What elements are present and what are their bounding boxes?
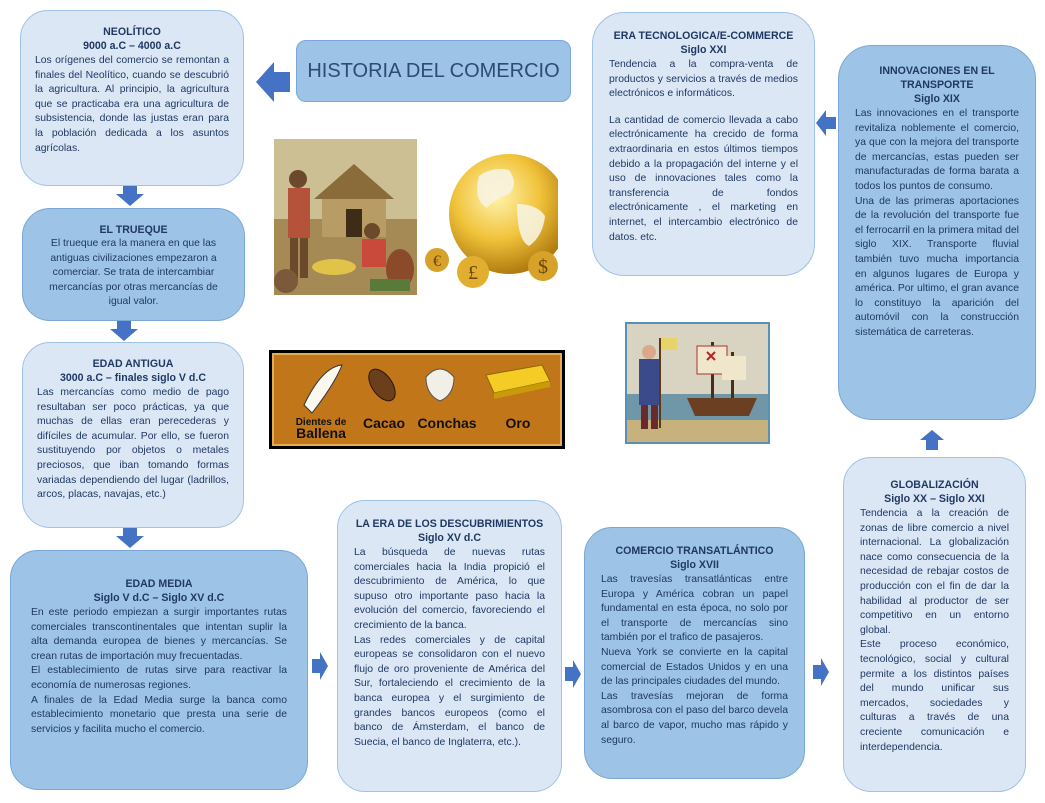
arrow-down-icon — [116, 528, 144, 548]
box-period: 3000 a.C – finales siglo V d.C — [59, 372, 207, 384]
money-label-dientes — [286, 417, 356, 441]
box-text: La cantidad de comercio llevada a cabo electrónicamente ha crecido de forma extraordinaria en estos últimos tiempos debido a la propagación del interne y el uso de innovaciones tales como la transferencia de fondos electrónicamente , el marketing en internet, el intercambio electrónico de datos. etc. — [609, 114, 798, 243]
box-text: Una de las primeras aportaciones de la revolución del transporte fue el ferrocarril en la primera mitad del siglo XIX. Transporte fluvial también tuvo mucha importancia en algunos lugares de Europa y américa. Por ultimo, el gran avance lo constituyo la aparición del automóvil con la construcción sistemática de carreteras. — [855, 195, 1019, 338]
box-heading: EDAD ANTIGUA — [92, 358, 174, 370]
globe-money-image — [421, 148, 558, 296]
box-text: Nueva York se convierte en la capital comercial de Estados Unidos y en una de las principales ciudades del mundo. — [601, 646, 788, 688]
svg-text:€: € — [433, 253, 441, 270]
box-heading: NEOLÍTICO — [103, 26, 161, 38]
box-text: Tendencia a la creación de zonas de libre comercio a nivel internacional. La globalización nace como consecuencia de la necesidad de rebajar costos de producción con el fin de dar la habilidad al productor de ser competitivo en un entorno global. — [860, 508, 1009, 636]
box-innovaciones-transporte — [838, 45, 1036, 420]
arrow-right-icon — [813, 658, 829, 686]
arrow-up-icon — [920, 430, 944, 450]
page-title: HISTORIA DEL COMERCIO — [296, 40, 571, 102]
box-text: A finales de la Edad Media surge la banca como establecimiento monetario que presta una serie de servicios y facilita mucho el comercio. — [31, 694, 287, 735]
money-label-cacao: Cacao — [362, 415, 406, 431]
box-text: Las redes comerciales y de capital europeas se consolidaron con el nuevo flujo de oro proveniente de América del Sur, fortaleciendo el crecimiento de la banca europea y el surgimiento de grandes bancos europeos (como el banco de Ámsterdam, el banco de Suecia, el banco de Inglaterra, etc.). — [354, 634, 545, 748]
box-globalizacion — [843, 457, 1026, 792]
box-heading: ERA TECNOLOGICA/E-COMMERCE — [613, 30, 794, 42]
box-edad-antigua — [22, 342, 244, 528]
box-period: 9000 a.C – 4000 a.C — [83, 40, 181, 52]
arrow-down-icon — [110, 321, 138, 341]
box-text: En este periodo empiezan a surgir importantes rutas comerciales transcontinentales que intentan suplir la alta demanda europea de bienes y mercancías. Se crean rutas de importación muy frecuentadas. — [31, 607, 287, 662]
box-period: Siglo XX – Siglo XXI — [884, 493, 985, 505]
box-heading: EL TRUEQUE — [99, 224, 168, 236]
box-period: Siglo XIX — [914, 93, 960, 105]
box-heading: INNOVACIONES EN EL TRANSPORTE — [879, 65, 995, 91]
arrow-down-icon — [116, 186, 144, 206]
box-heading: LA ERA DE LOS DESCUBRIMIENTOS — [355, 518, 544, 530]
box-heading: COMERCIO TRANSATLÁNTICO — [615, 545, 774, 557]
box-neolitico — [20, 10, 244, 186]
box-text: El trueque era la manera en que las antiguas civilizaciones empezaron a comerciar. Se trata de intercambiar mercancías por otras mercancías de igual valor. — [49, 238, 218, 308]
neolithic-village-image — [274, 139, 417, 295]
box-period: Siglo XXI — [680, 44, 727, 56]
box-text: El establecimiento de rutas sirve para reactivar la economía de numerosas regiones. — [31, 665, 287, 691]
columbus-ships-image — [625, 322, 770, 444]
box-period: Siglo XVII — [670, 559, 719, 571]
box-text: Los orígenes del comercio se remontan a finales del Neolítico, cuando se descubrió la agricultura. Al principio, la agricultura que se practicaba era una agricultura de subsistencia, donde las justas eran para la población dedicada a los asuntos agrícolas. — [35, 55, 229, 154]
arrow-right-icon — [312, 652, 328, 680]
box-period: Siglo V d.C – Siglo XV d.C — [93, 592, 225, 604]
money-label-line: Dientes de — [295, 417, 347, 428]
box-heading: EDAD MEDIA — [125, 578, 193, 590]
box-text: Las mercancías como medio de pago resultaban ser poco prácticas, ya que muchas de ellas eran perecederas y difíciles de acumular. Por ello, se fueron sustituyendo por objetos o metales preciosos, que iban tomando formas variadas dependiendo del lugar (ladrillos, arcos, placas, navajas, etc.) — [37, 387, 229, 501]
arrow-left-icon — [816, 110, 836, 136]
box-heading: GLOBALIZACIÓN — [890, 479, 979, 491]
ancient-money-image — [269, 350, 565, 449]
svg-text:£: £ — [468, 262, 478, 284]
box-edad-media — [10, 550, 308, 790]
box-era-tecnologica — [592, 12, 815, 276]
arrow-left-icon — [256, 60, 290, 104]
box-text: Tendencia a la compra-venta de productos y servicios a través de medios electrónicos e informáticos. — [609, 59, 798, 100]
box-text: Las travesías transatlánticas entre Europa y América cobran un papel fundamental en esta época, no solo por el transporte de mercancías sino también por el trafico de pasajeros. — [601, 574, 788, 644]
svg-text:$: $ — [538, 256, 548, 278]
box-text: La búsqueda de nuevas rutas comerciales hacia la India propició el descubrimiento de América, lo que supuso otro importante paso hacia la evolución del comercio, favoreciendo el crecimiento de la banca. — [354, 547, 545, 631]
money-label-line: Ballena — [296, 425, 346, 441]
box-transatlantico — [584, 527, 805, 779]
box-text: Las travesías mejoran de forma asombrosa con el paso del barco devela al barco de vapor, mucho mas rápido y seguro. — [601, 690, 788, 746]
box-descubrimientos — [337, 500, 562, 792]
box-trueque — [22, 208, 245, 321]
box-text: Este proceso económico, tecnológico, social y cultural permite a los distintos países del mundo unificar sus mercados, sociedades y culturas a través de una creciente comunicación e interdependencia. — [860, 639, 1009, 753]
box-text: Las innovaciones en el transporte revitaliza noblemente el comercio, ya que con la mejora del transporte de mercancías, estas pueden ser manufacturadas de forma barata a todos los puntos de consumo. — [855, 108, 1019, 192]
arrow-right-icon — [565, 660, 581, 688]
money-label-oro: Oro — [505, 415, 531, 431]
money-label-conchas: Conchas — [417, 415, 477, 431]
box-period: Siglo XV d.C — [418, 532, 481, 544]
